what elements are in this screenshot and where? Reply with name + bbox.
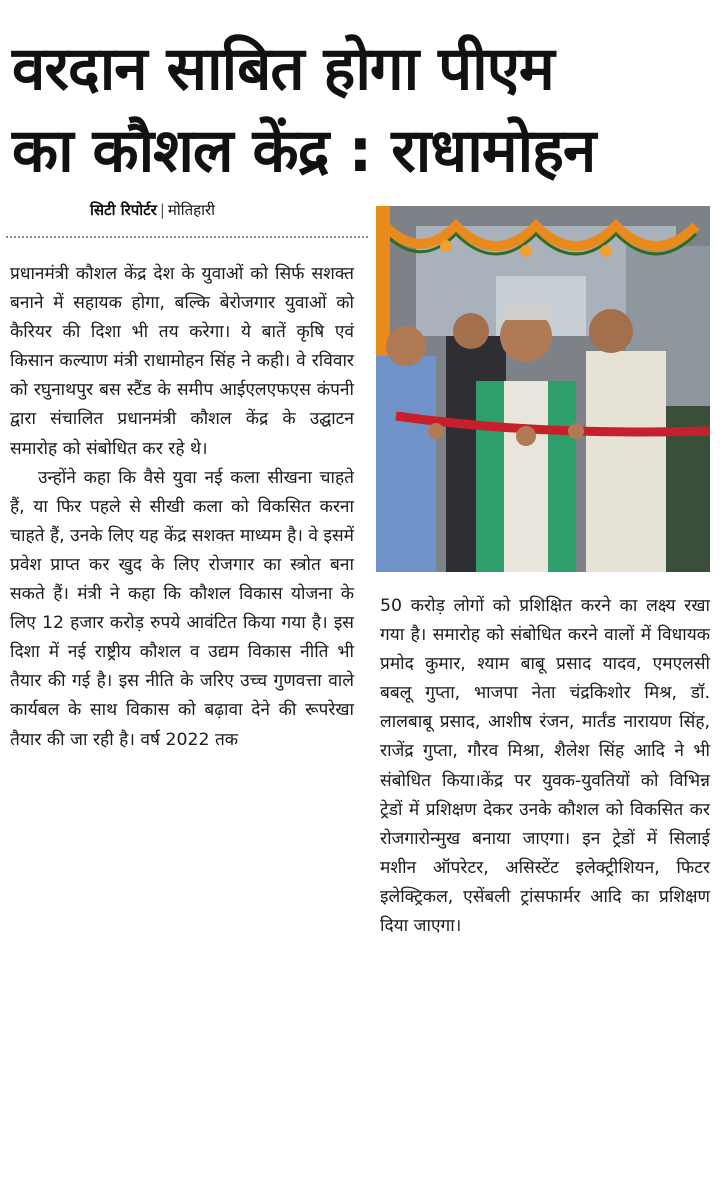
headline-line-1: वरदान साबित होगा पीएम bbox=[12, 34, 554, 104]
article-column-left bbox=[10, 260, 354, 755]
headline bbox=[12, 28, 717, 192]
article-paragraph: प्रधानमंत्री कौशल केंद्र देश के युवाओं को सिर्फ सशक्त बनाने में सहायक होगा, बल्कि बेरोजगार युवाओं को कैरियर की दिशा भी तय करेगा। ये बातें कृषि एवं किसान कल्याण मंत्री राधामोहन सिंह ने कही। वे रविवार को रघुनाथपुर बस स्टैंड के समीप आईएलएफएस कंपनी द्वारा संचालित प्रधानमंत्री कौशल केंद्र के उद्घाटन समारोह को संबोधित कर रहे थे। bbox=[10, 264, 354, 459]
byline-separator: | bbox=[159, 201, 165, 219]
headline-line-2: का कौशल केंद्र : राधामोहन bbox=[12, 116, 596, 186]
inauguration-photo-image bbox=[376, 206, 710, 572]
article-paragraph: 50 करोड़ लोगों को प्रशिक्षित करने का लक्ष्य रखा गया है। समारोह को संबोधित करने वालों में विधायक प्रमोद कुमार, श्याम बाबू प्रसाद यादव, एमएलसी बबलू गुप्ता, भाजपा नेता चंद्रकिशोर मिश्र, डॉ. लालबाबू प्रसाद, आशीष रंजन, मार्तंड नारायण सिंह, राजेंद्र गुप्ता, गौरव मिश्रा, शैलेश सिंह आदि ने भी संबोधित किया।केंद्र पर युवक-युवतियों को विभिन्न ट्रेडों में प्रशिक्षण देकर उनके कौशल को विकसित कर रोजगारोन्मुख बनाया जाएगा। इन ट्रेडों में सिलाई मशीन ऑपरेटर, असिस्टेंट इलेक्ट्रीशियन, फिटर इलेक्ट्रिकल, एसेंबली ट्रांसफार्मर आदि का प्रशिक्षण दिया जाएगा। bbox=[380, 596, 710, 937]
article-paragraph: उन्होंने कहा कि वैसे युवा नई कला सीखना चाहते हैं, या फिर पहले से सीखी कला को विकसित करना चाहते हैं, उनके लिए यह केंद्र सशक्त माध्यम है। वे इसमें प्रवेश प्राप्त कर खुद के लिए रोजगार का स्त्रोत बना सकते हैं। मंत्री ने कहा कि कौशल विकास योजना के लिए 12 हजार करोड़ रुपये आवंटित किया गया है। इस दिशा में नई राष्ट्रीय कौशल व उद्यम विकास नीति भी तैयार की गई है। इस नीति के जरिए उच्च गुणवत्ता वाले कार्यबल के साथ विकास को बढ़ावा देने की रूपरेखा तैयार की जा रही है। वर्ष 2022 तक bbox=[10, 467, 354, 750]
news-photo bbox=[376, 206, 710, 572]
byline-divider bbox=[6, 236, 368, 238]
article-column-right bbox=[380, 592, 710, 941]
byline-place: मोतिहारी bbox=[167, 201, 216, 219]
byline-reporter: सिटी रिपोर्टर bbox=[90, 201, 157, 219]
byline bbox=[90, 200, 215, 220]
